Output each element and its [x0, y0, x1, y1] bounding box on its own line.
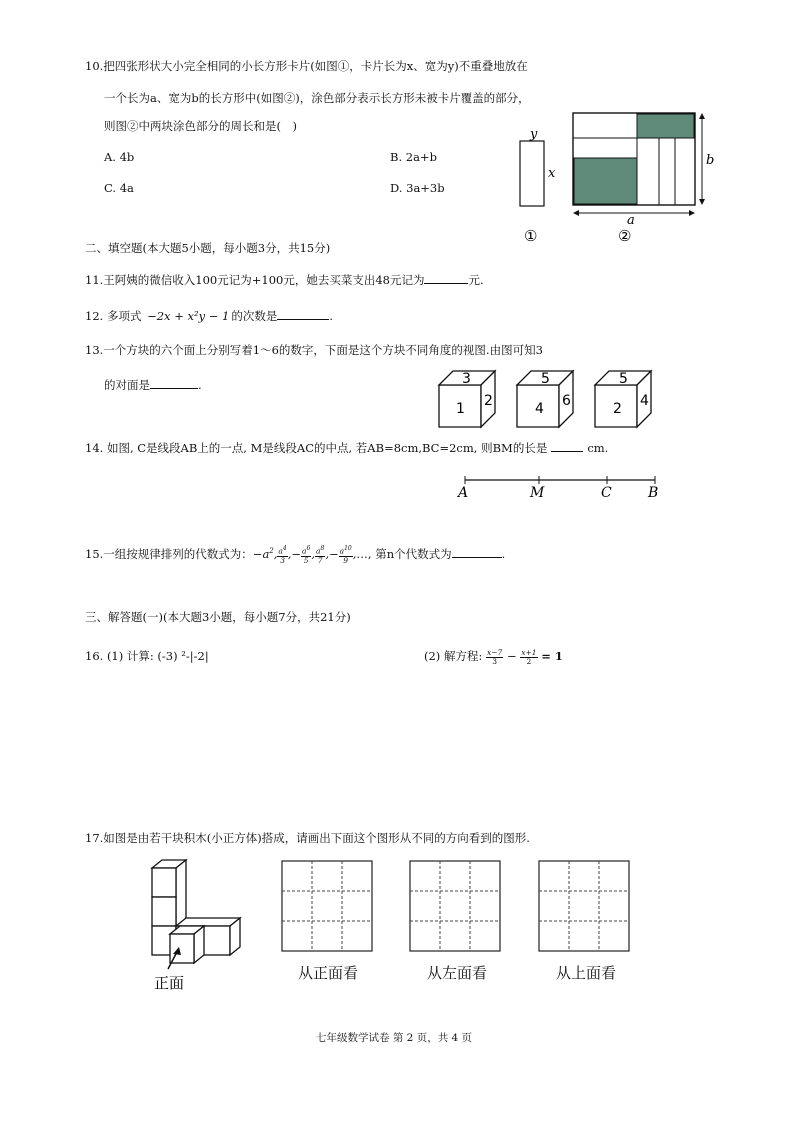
- cube-2-top: 5: [541, 371, 550, 387]
- q10-option-a: A. 4b: [104, 150, 135, 164]
- q12-blank[interactable]: [277, 309, 329, 320]
- q10-line2: 一个长为a、宽为b的长方形中(如图②)，涂色部分表示长方形未被卡片覆盖的部分，: [104, 91, 530, 105]
- section3-title: 三、解答题(一)(本大题3小题，每小题7分，共21分): [85, 610, 351, 624]
- q14-segment: [455, 472, 665, 502]
- grid-front[interactable]: [278, 857, 378, 957]
- section2-title: 二、填空题(本大题5小题，每小题3分，共15分): [85, 241, 331, 255]
- q11-text: 11.王阿姨的微信收入100元记为+100元，她去买菜支出48元记为: [85, 273, 425, 287]
- grid-top-label: 从上面看: [556, 964, 617, 982]
- q12-suffix: 的次数是: [231, 309, 278, 323]
- q13-line2-text: 的对面是: [104, 378, 150, 392]
- point-a: A: [458, 485, 469, 501]
- q14: [85, 440, 608, 456]
- q15-end: .: [501, 546, 506, 561]
- grid-front-label: 从正面看: [298, 964, 359, 982]
- cube-3: [595, 371, 651, 427]
- q11-blank[interactable]: [424, 273, 468, 284]
- q15-blank[interactable]: [452, 547, 502, 558]
- q12: [85, 308, 333, 324]
- q17-block-figure: [140, 855, 260, 995]
- q12-end: .: [329, 309, 334, 323]
- point-m: M: [530, 485, 545, 501]
- cube-1-top: 3: [462, 371, 471, 387]
- page-footer: 七年级数学试卷 第 2 页，共 4 页: [316, 1032, 473, 1044]
- shaded-bottom-left: [574, 158, 637, 204]
- q10-fig-label1: ①: [524, 227, 538, 245]
- cube-2: [517, 371, 573, 427]
- q10-figure: [510, 108, 720, 248]
- q11-suffix: 元.: [468, 273, 484, 287]
- card-rect: [520, 141, 544, 206]
- shaded-top-right: [637, 114, 694, 138]
- cube-3-top: 5: [619, 371, 628, 387]
- q10-line3: 则图②中两块涂色部分的周长和是( ): [104, 119, 297, 133]
- cube-3-front: 2: [613, 401, 622, 417]
- q16-part2-suffix: = 1: [541, 649, 563, 663]
- cube-1-side: 2: [484, 393, 493, 409]
- q13-line1: 13.一个方块的六个面上分别写着1～6的数字，下面是这个方块不同角度的视图.由图可知3: [85, 343, 543, 357]
- q13-end: .: [198, 378, 202, 392]
- q10-fig-x: x: [548, 166, 556, 181]
- q15: [85, 539, 505, 563]
- q10-line1: 10.把四张形状大小完全相同的小长方形卡片(如图①，卡片长为x、宽为y)不重叠地放在: [85, 59, 528, 73]
- q12-expr: −2x + x²y − 1: [147, 309, 230, 323]
- cube-2-side: 6: [562, 393, 571, 409]
- q10-fig-b: b: [706, 153, 715, 168]
- q16-frac1: $\frac{x-7}{3}$: [486, 647, 503, 666]
- cube-3-side: 4: [640, 393, 649, 409]
- q10-fig-y: y: [530, 127, 538, 142]
- q12-prefix: 12. 多项式: [85, 309, 142, 323]
- q10-fig-a: a: [627, 213, 635, 228]
- q15-sequence: $-a^2$, $\frac{a^4}{3}$ ,− $\frac{a^6}{5}$ , $\frac{a^8}{7}$ ,− $\frac{a^{10}}{9}$ ,: [252, 545, 357, 565]
- q16-part2-prefix: (2) 解方程:: [424, 649, 483, 663]
- q15-prefix: 15.一组按规律排列的代数式为：: [85, 546, 253, 561]
- q14-text: 14. 如图, C是线段AB上的一点, M是线段AC的中点, 若AB=8cm,BC=2cm, 则BM的长是: [85, 441, 548, 455]
- q11: [85, 272, 484, 288]
- grid-left-label: 从左面看: [427, 964, 488, 982]
- q13-line2: [104, 377, 202, 393]
- q13-blank[interactable]: [150, 378, 198, 389]
- q14-blank[interactable]: [551, 441, 583, 452]
- q17-front-label: 正面: [154, 974, 185, 992]
- grid-left[interactable]: [406, 857, 506, 957]
- q13-cubes: [435, 365, 665, 430]
- q10-option-c: C. 4a: [104, 181, 134, 195]
- cube-1: [439, 371, 495, 427]
- q16-frac2: $\frac{x+1}{2}$: [521, 647, 537, 666]
- point-c: C: [601, 485, 612, 501]
- q16-part2: (2) 解方程: $\frac{x-7}{3}$ − $\frac{x+1}{2}$ = 1: [424, 647, 563, 666]
- grid-top[interactable]: [535, 857, 635, 957]
- cube-2-front: 4: [535, 401, 544, 417]
- q10-option-d: D. 3a+3b: [390, 181, 445, 195]
- q15-middle: …, 第n个代数式为: [356, 546, 452, 561]
- q17-text: 17.如图是由若干块积木(小正方体)搭成，请画出下面这个图形从不同的方向看到的图形.: [85, 831, 530, 845]
- q16-part1: 16. (1) 计算: (-3) ²-|-2|: [85, 649, 209, 663]
- cube-1-front: 1: [456, 401, 465, 417]
- q10-option-b: B. 2a+b: [390, 150, 437, 164]
- q14-unit: cm.: [587, 441, 609, 455]
- point-b: B: [648, 485, 659, 501]
- q10-fig-label2: ②: [618, 227, 632, 245]
